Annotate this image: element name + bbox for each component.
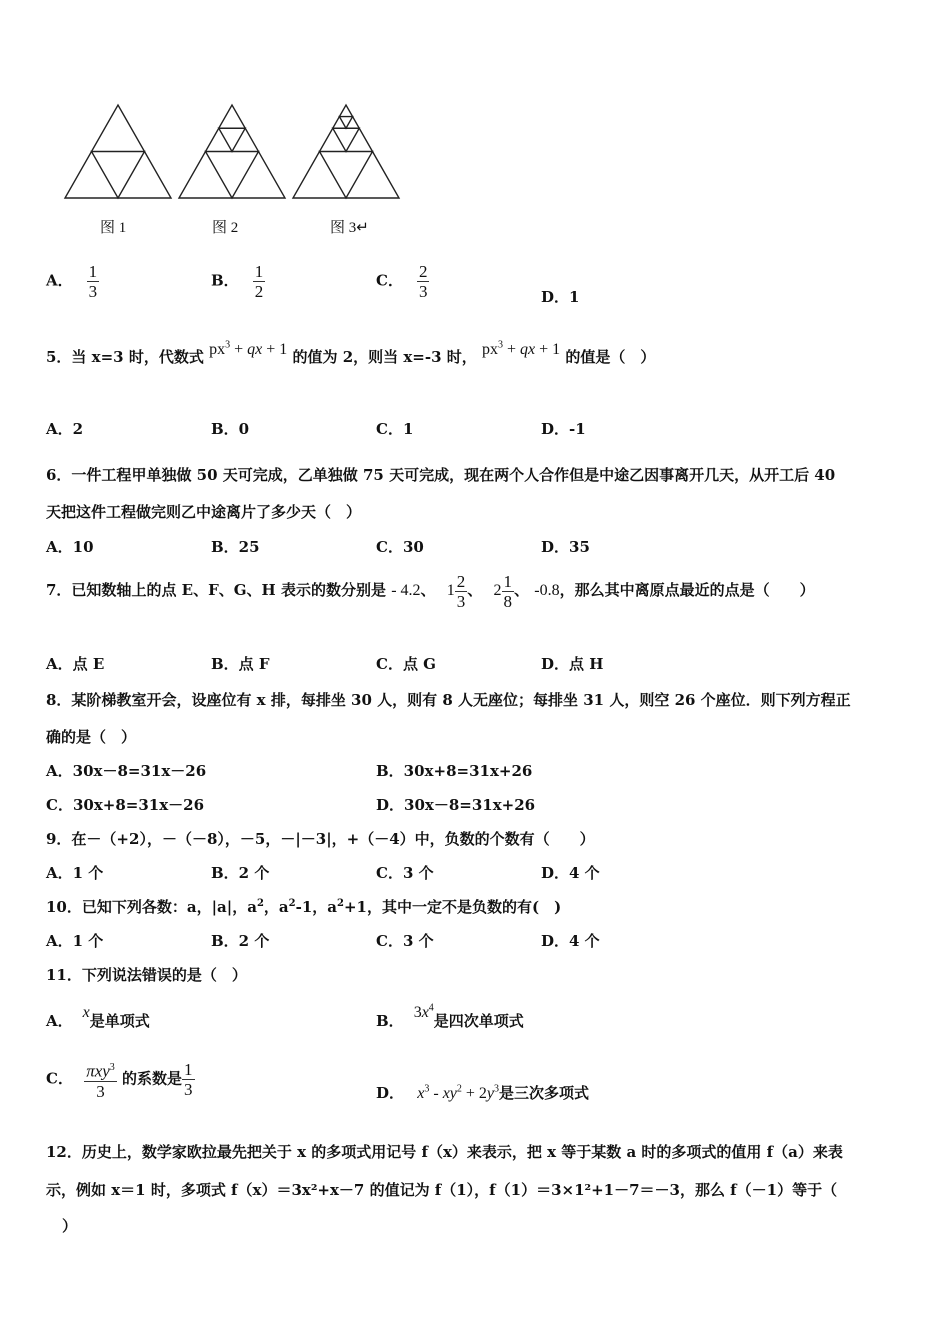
figure-caption-1: 图 1 — [100, 220, 127, 236]
q5-stem: 5．当 x=3 时，代数式 $px^3$ + qx + 1 的值为 2，则当 x=-3 时， $px^3$ + qx + 1 的值是（ ） — [46, 339, 656, 366]
figure-1-triangle — [65, 105, 171, 198]
q6-option-a[interactable]: A．10 — [46, 538, 94, 556]
q4-option-b[interactable]: B． $\frac{1}{2}$ — [211, 262, 264, 301]
q6-stem-line2: 天把这件工程做完则乙中途离片了多少天（ ） — [46, 503, 362, 521]
q9-stem: 9．在－（+2），－（－8），－5，－|－3|，+（－4）中，负数的个数有（ ） — [46, 830, 595, 848]
q12-stem-line2: 示，例如 x＝1 时，多项式 f（x）＝3x²+x－7 的值记为 f（1），f（1）＝3×1²+1－7＝－3，那么 f（－1）等于（ — [46, 1181, 838, 1199]
q4-option-c[interactable]: C． $\frac{2}{3}$ — [376, 262, 428, 301]
q8-stem-line1: 8．某阶梯教室开会，设座位有 x 排，每排坐 30 人，则有 8 人无座位；每排坐 31 人，则空 26 个座位．则下列方程正 — [46, 691, 851, 709]
q11-option-b[interactable]: B． $3x^4$是四次单项式 — [376, 1002, 524, 1030]
q7-option-c[interactable]: C．点 G — [376, 655, 436, 673]
q6-option-c[interactable]: C．30 — [376, 538, 424, 556]
q12-stem-line1: 12．历史上，数学家欧拉最先把关于 x 的多项式用记号 f（x）来表示，把 x 等于某数 a 时的多项式的值用 f（a）来表 — [46, 1143, 843, 1161]
q8-option-c[interactable]: C．30x+8=31x－26 — [46, 796, 205, 814]
q7-stem: 7．已知数轴上的点 E、F、G、H 表示的数分别是 - 4.2、 1 $\frac{2}{3}$ 、 2 $\frac{1}{8}$ 、 -0.8，那么其中离原点最近的点是（ ） — [46, 572, 815, 611]
q11-option-c[interactable]: C． $\frac{\pi xy^3}{3}$ 的系数是 $\frac{1}{3}$ — [46, 1059, 193, 1101]
q8-option-a[interactable]: A．30x－8=31x－26 — [46, 762, 207, 780]
q9-option-d[interactable]: D．4 个 — [541, 864, 600, 882]
q7-option-d[interactable]: D．点 H — [541, 655, 604, 673]
q5-option-d[interactable]: D．-1 — [541, 420, 586, 438]
figure-caption-3: 图 3↵ — [330, 220, 369, 236]
q11-option-d[interactable]: D． $x^3 - xy^2 + 2y^3$是三次多项式 — [376, 1083, 590, 1102]
q6-option-b[interactable]: B．25 — [211, 538, 260, 556]
q10-option-d[interactable]: D．4 个 — [541, 932, 600, 950]
q7-option-b[interactable]: B．点 F — [211, 655, 270, 673]
q11-stem: 11．下列说法错误的是（ ） — [46, 966, 247, 984]
triangle-figures — [60, 100, 405, 205]
q9-option-a[interactable]: A．1 个 — [46, 864, 104, 882]
figure-3-triangle — [293, 105, 399, 198]
q10-option-b[interactable]: B．2 个 — [211, 932, 270, 950]
q4-option-a[interactable]: A． $\frac{1}{3}$ — [46, 262, 98, 301]
q7-option-a[interactable]: A．点 E — [46, 655, 105, 673]
q8-stem-line2: 确的是（ ） — [46, 728, 137, 746]
q10-option-c[interactable]: C．3 个 — [376, 932, 434, 950]
q10-stem: 10．已知下列各数：a，|a|，$a^2$，$a^2-1$，$a^2+1$，其中一定不是负数的有( ) — [46, 898, 562, 916]
q9-option-c[interactable]: C．3 个 — [376, 864, 434, 882]
q10-option-a[interactable]: A．1 个 — [46, 932, 104, 950]
q8-option-d[interactable]: D．30x－8=31x+26 — [376, 796, 536, 814]
figure-caption-2: 图 2 — [212, 220, 239, 236]
q5-option-b[interactable]: B．0 — [211, 420, 250, 438]
q6-option-d[interactable]: D．35 — [541, 538, 590, 556]
q5-option-c[interactable]: C．1 — [376, 420, 414, 438]
q9-option-b[interactable]: B．2 个 — [211, 864, 270, 882]
q12-stem-line3: ） — [62, 1217, 78, 1235]
q5-option-a[interactable]: A．2 — [46, 420, 84, 438]
q4-option-d[interactable]: D．1 — [541, 288, 580, 306]
q11-option-a[interactable]: A． x是单项式 — [46, 1004, 150, 1030]
q6-stem-line1: 6．一件工程甲单独做 50 天可完成，乙单独做 75 天可完成，现在两个人合作但是中途乙因事离开几天，从开工后 40 — [46, 466, 836, 484]
figure-2-triangle — [179, 105, 285, 198]
q8-option-b[interactable]: B．30x+8=31x+26 — [376, 762, 533, 780]
